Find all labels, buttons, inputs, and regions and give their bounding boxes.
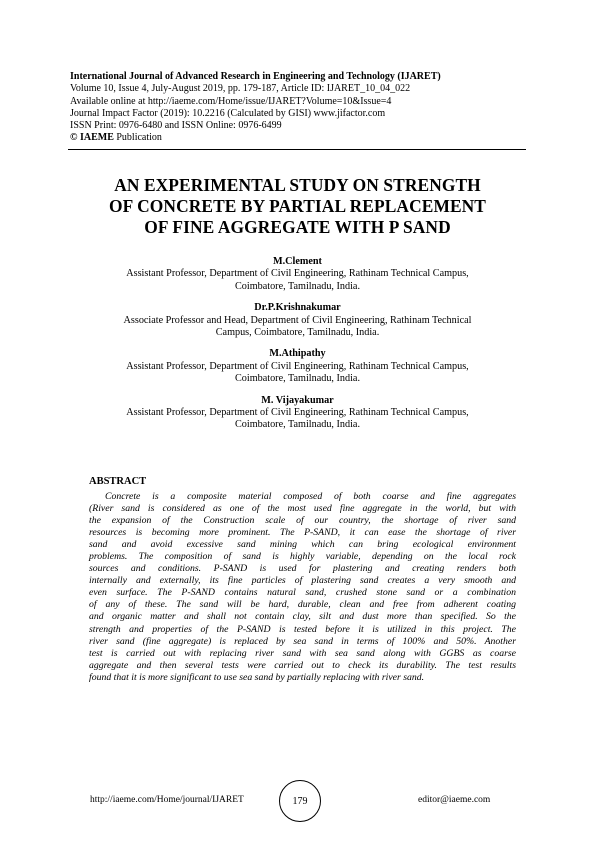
abstract-line: internally and externally, its fine particles of plastering sand creates a very smooth and — [89, 575, 516, 587]
abstract-line: sand and avoid excessive sand mining which can bring ecological environment — [89, 539, 516, 551]
affiliation-line: Campus, Coimbatore, Tamilnadu, India. — [215, 327, 380, 339]
impact-factor: Journal Impact Factor (2019): 10.2216 (Calculated by GISI) www.jifactor.com — [70, 107, 386, 119]
journal-name: International Journal of Advanced Research in Engineering and Technology (IJARET) — [70, 71, 441, 82]
author-name: M. Vijayakumar — [261, 394, 334, 406]
author-affiliation — [60, 361, 535, 386]
abstract-line: the expansion of the Construction scale of our country, the shortage of river sand — [89, 515, 516, 527]
abstract-line: and organic matter and shall not contain clay, silt and dust more than specified. So the — [89, 611, 516, 623]
affiliation-line: Associate Professor and Head, Department of Civil Engineering, Rathinam Technical — [123, 314, 472, 326]
author-block — [60, 256, 535, 293]
publisher-symbol: © IAEME — [70, 132, 114, 144]
title-line: AN EXPERIMENTAL STUDY ON STRENGTH — [114, 175, 481, 195]
author-block — [60, 395, 535, 432]
affiliation-line: Assistant Professor, Department of Civil Engineering, Rathinam Technical Campus, — [126, 407, 469, 419]
affiliation-line: Coimbatore, Tamilnadu, India. — [235, 419, 360, 431]
abstract-line: strength and properties of the P-SAND is tested before it is utilized in this project. The — [89, 623, 516, 635]
affiliation-line: Coimbatore, Tamilnadu, India. — [235, 373, 360, 385]
author-list — [60, 256, 535, 441]
abstract-line: Concrete is a composite material composed of both coarse and fine aggregates — [105, 491, 516, 502]
abstract-heading: ABSTRACT — [89, 476, 147, 487]
author-block — [60, 302, 535, 339]
title-line: OF CONCRETE BY PARTIAL REPLACEMENT — [108, 196, 487, 216]
abstract-line: problems. The composition of sand is highly variable, depending on the local rock — [89, 551, 516, 563]
footer-email[interactable]: editor@iaeme.com — [418, 795, 491, 805]
affiliation-line: Coimbatore, Tamilnadu, India. — [235, 280, 360, 292]
author-name: M.Athipathy — [269, 348, 326, 360]
online-info[interactable]: Available online at http://iaeme.com/Home/issue/IJARET?Volume=10&Issue=4 — [70, 95, 392, 107]
page-footer — [0, 780, 595, 824]
page-number: 179 — [279, 780, 321, 822]
affiliation-line: Assistant Professor, Department of Civil Engineering, Rathinam Technical Campus, — [126, 268, 469, 280]
footer-url[interactable]: http://iaeme.com/Home/journal/IJARET — [90, 795, 244, 805]
author-affiliation — [60, 315, 535, 340]
abstract-line: found that it is more significant to use sea sand by partially replacing with river sand. — [89, 671, 425, 683]
publisher-line — [70, 132, 530, 144]
abstract-line: (River sand is considered as one of the most used fine aggregate in the world, but with — [89, 503, 516, 515]
abstract-body — [89, 491, 516, 684]
abstract-line: sources and conditions. P-SAND is used for plastering and creating renders both — [89, 563, 516, 575]
abstract-line: of any of these. The sand will be hard, durable, clean and free from adherent coating — [89, 599, 516, 611]
title-line: OF FINE AGGREGATE WITH P SAND — [144, 217, 451, 237]
author-name: M.Clement — [273, 256, 322, 267]
journal-header — [70, 71, 530, 145]
abstract-line: resources is becoming more prominent. The P-SAND, it can ease the shortage of river — [89, 527, 516, 539]
author-name: Dr.P.Krishnakumar — [254, 302, 341, 314]
affiliation-line: Assistant Professor, Department of Civil Engineering, Rathinam Technical Campus, — [126, 360, 469, 372]
abstract-line: even surface. The P-SAND contains natural sand, crushed stone sand or a combination — [89, 587, 516, 599]
author-block — [60, 348, 535, 385]
paper-title — [60, 175, 535, 238]
publisher-rest: Publication — [113, 132, 162, 144]
abstract-line: river sand (fine aggregate) is replaced by sea sand in terms of 100% and 50%. Another — [89, 635, 516, 647]
issn-info: ISSN Print: 0976-6480 and ISSN Online: 0976-6499 — [70, 120, 282, 132]
author-affiliation — [60, 268, 535, 293]
volume-info: Volume 10, Issue 4, July-August 2019, pp. 179-187, Article ID: IJARET_10_04_022 — [70, 83, 411, 95]
abstract-line: test is carried out with replacing river sand with sea sand along with GGBS as coarse — [89, 647, 516, 659]
abstract-line: aggregate and then several tests were carried out to check its durability. The test results — [89, 659, 516, 671]
author-affiliation — [60, 407, 535, 432]
header-rule — [68, 149, 526, 150]
